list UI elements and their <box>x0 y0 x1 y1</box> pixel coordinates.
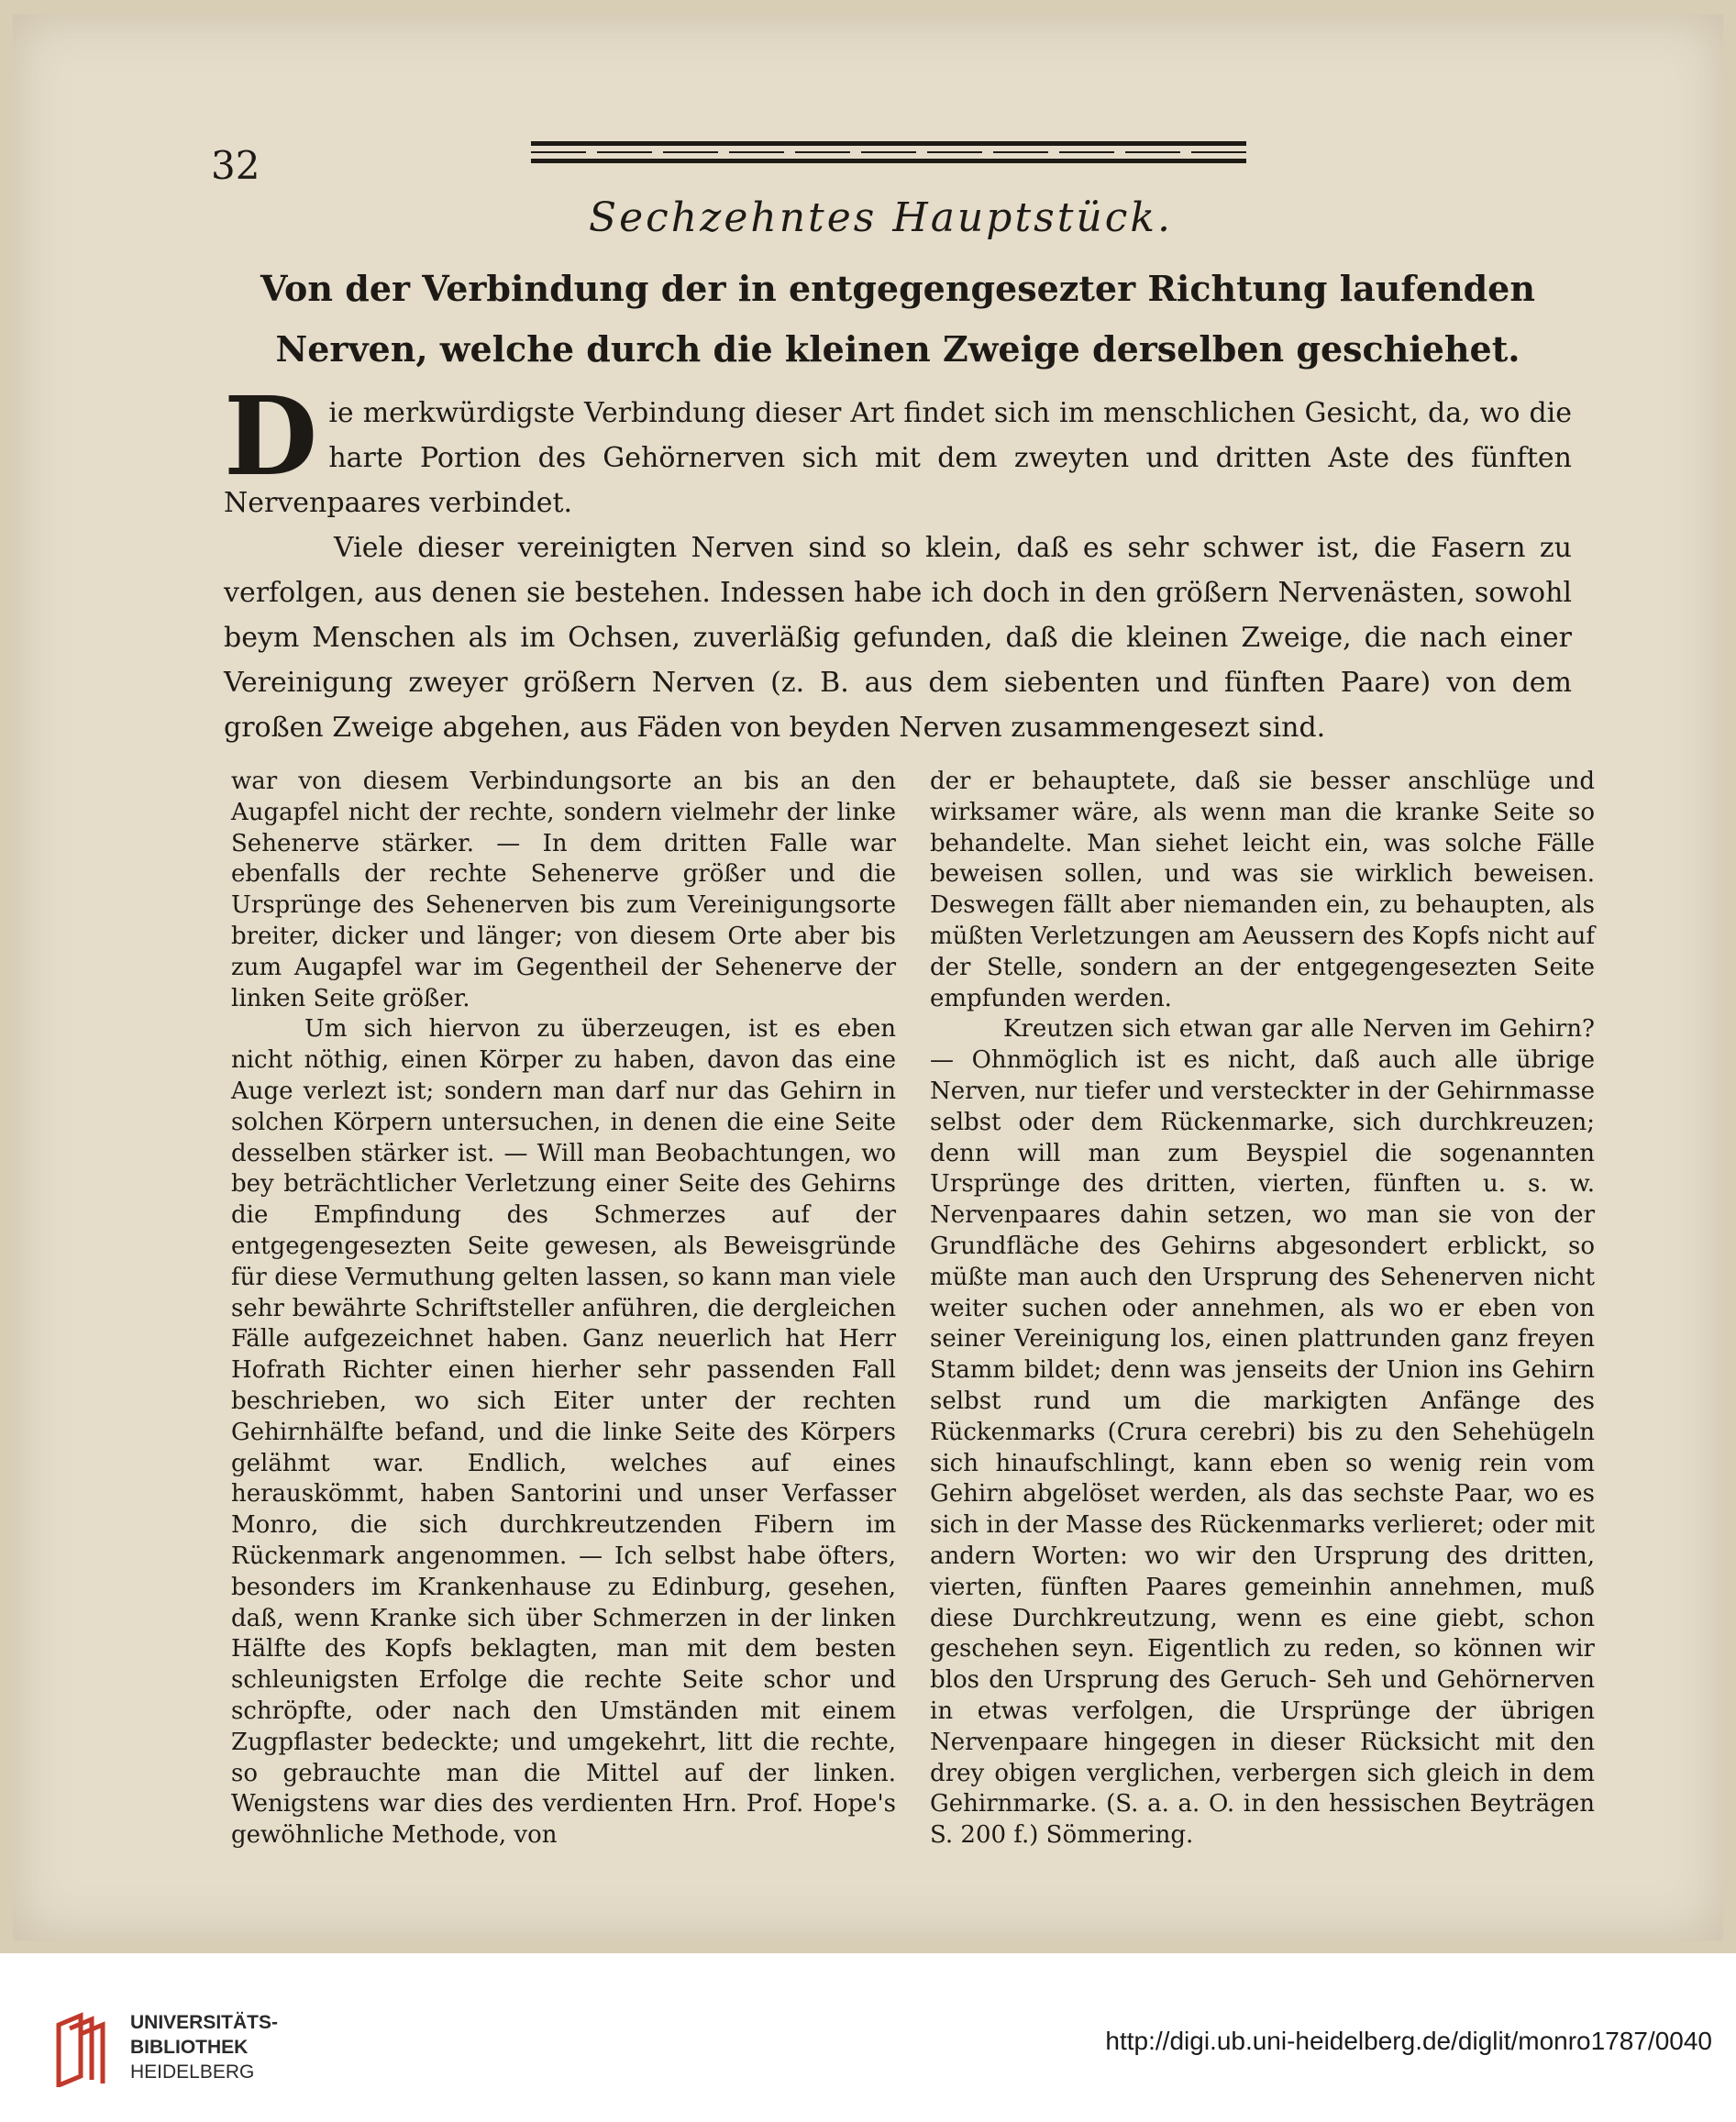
header-rule <box>531 141 1246 169</box>
library-name <box>130 2010 278 2084</box>
left-column-paragraph-2: Um sich hiervon zu überzeugen, ist es eben nicht nöthig, einen Körper zu haben, davon das eine Auge verlezt ist; sondern man darf nur das Gehirn in solchen Körpern untersuchen, in denen die eine Seite desselben stärker ist. — Will man Beobachtungen, wo bey beträchtlicher Verletzung einer Seite des Gehirns die Empfindung des Schmerzes auf der entgegengesezten Seite gewesen, als Beweisgründe für diese Vermuthung gelten lassen, so kann man viele sehr bewährte Schriftsteller anführen, die dergleichen Fälle aufgezeichnet haben. Ganz neuerlich hat Herr Hofrath Richter einen hierher sehr passenden Fall beschrieben, wo sich Eiter unter der rechten Gehirnhälfte befand, und die linke Seite des Körpers gelähmt war. Endlich, welches auf eines herauskömmt, haben Santorini und unser Verfasser Monro, die sich durchkreutzenden Fibern im Rückenmark angenommen. — Ich selbst habe öfters, besonders im Krankenhause zu Edinburg, gesehen, daß, wenn Kranke sich über Schmerzen in der linken Hälfte des Kopfs beklagten, man mit dem besten schleunigsten Erfolge die rechte Seite schor und schröpfte, oder nach den Umständen mit einem Zugpflaster bedeckte; und umgekehrt, litt die rechte, so gebrauchte man die Mittel auf der linken. Wenigstens war dies des verdienten Hrn. Prof. Hope's gewöhnliche Methode, von <box>231 1015 896 1850</box>
page-number: 32 <box>211 143 260 188</box>
right-column-paragraph-1: der er behauptete, daß sie besser anschlüge und wirksamer wäre, als wenn man die kranke Seite so behandelte. Man siehet leicht ein, was solche Fälle beweisen sollen, und was sie wirklich beweisen. Deswegen fällt aber niemanden ein, zu behaupten, als müßten Verletzungen am Aeussern des Kopfs nicht auf der Stelle, sondern an der entgegengesezten Seite empfunden werden. <box>930 768 1595 1012</box>
left-column-paragraph-1: war von diesem Verbindungsorte an bis an den Augapfel nicht der rechte, sondern vielmehr der linke Sehenerve stärker. — In dem dritten Falle war ebenfalls der rechte Sehenerve größer und die Ursprünge des Sehenerven bis zum Vereinigungsorte breiter, dicker und länger; von diesem Orte aber bis zum Augapfel war im Gegentheil der Sehenerve der linken Seite größer. <box>231 768 896 1012</box>
intro-text <box>224 372 1572 750</box>
library-name-line-3: HEIDELBERG <box>130 2061 255 2083</box>
right-column <box>930 767 1595 1851</box>
chapter-subtitle: Von der Verbindung der in entgegengesezter Richtung laufenden Nerven, welche durch die kleinen Zweige derselben geschiehet. <box>260 268 1535 370</box>
source-url-link[interactable]: http://digi.ub.uni-heidelberg.de/diglit/monro1787/0040 <box>1105 2027 1712 2055</box>
footer-bar <box>0 1953 1736 2122</box>
library-name-line-1: UNIVERSITÄTS- <box>130 2012 279 2033</box>
book-stack-logo-icon <box>53 2012 116 2087</box>
intro-paragraph-1-text: ie merkwürdigste Verbindung dieser Art findet sich im menschlichen Gesicht, da, wo die harte Portion des Gehörnerven sich mit dem zweyten und dritten Aste des fünften Nervenpaares verbindet. <box>224 397 1572 519</box>
book-page <box>13 15 1723 1940</box>
intro-paragraph-2: Viele dieser vereinigten Nerven sind so klein, daß es sehr schwer ist, die Fasern zu verfolgen, aus denen sie bestehen. Indessen habe ich doch in den größern Nervenästen, sowohl beym Menschen als im Ochsen, zuverläßig gefunden, daß die kleinen Zweige, die nach einer Vereinigung zweyer größern Nerven (z. B. aus dem siebenten und fünften Paare) von dem großen Zweige abgehen, aus Fäden von beyden Nerven zusammengesezt sind. <box>224 532 1572 744</box>
right-column-paragraph-2: Kreutzen sich etwan gar alle Nerven im Gehirn? — Ohnmöglich ist es nicht, daß auch alle übrige Nerven, nur tiefer und versteckter in der Gehirnmasse selbst oder dem Rückenmarke, sich durchkreuzen; denn will man zum Beyspiel die sogenannten Ursprünge des dritten, vierten, fünften u. s. w. Nervenpaares dahin setzen, wo man sie von der Grundfläche des Gehirns abgesondert erblickt, so müßte man auch den Ursprung des Sehenerven nicht weiter suchen oder annehmen, als wo er eben von seiner Vereinigung los, einen plattrunden ganz freyen Stamm bildet; denn was jenseits der Union ins Gehirn selbst rund um die markigten Anfänge des Rückenmarks (Crura cerebri) bis zu den Sehehügeln sich hinaufschlingt, kann eben so wenig rein vom Gehirn abgelöset werden, als das sechste Paar, wo es sich in der Masse des Rückenmarks verlieret; oder mit andern Worten: wo wir den Ursprung des dritten, vierten, fünften Paares gemeinhin annehmen, muß diese Durchkreutzung, wenn es eine giebt, schon geschehen seyn. Eigentlich zu reden, so können wir blos den Ursprung des Geruch- Seh und Gehörnerven in etwas verfolgen, die Ursprünge der übrigen Nervenpaare hingegen in dieser Rücksicht mit den drey obigen verglichen, verbergen sich gleich in dem Gehirnmarke. (S. a. a. O. in den hessischen Beyträgen S. 200 f.) Sömmering. <box>930 1015 1595 1850</box>
left-column <box>231 767 896 1851</box>
library-name-line-2: BIBLIOTHEK <box>130 2037 249 2058</box>
intro-paragraph-1 <box>224 372 1572 525</box>
chapter-title: Sechzehntes Hauptstück. <box>588 194 1174 241</box>
drop-cap: D <box>224 372 318 500</box>
